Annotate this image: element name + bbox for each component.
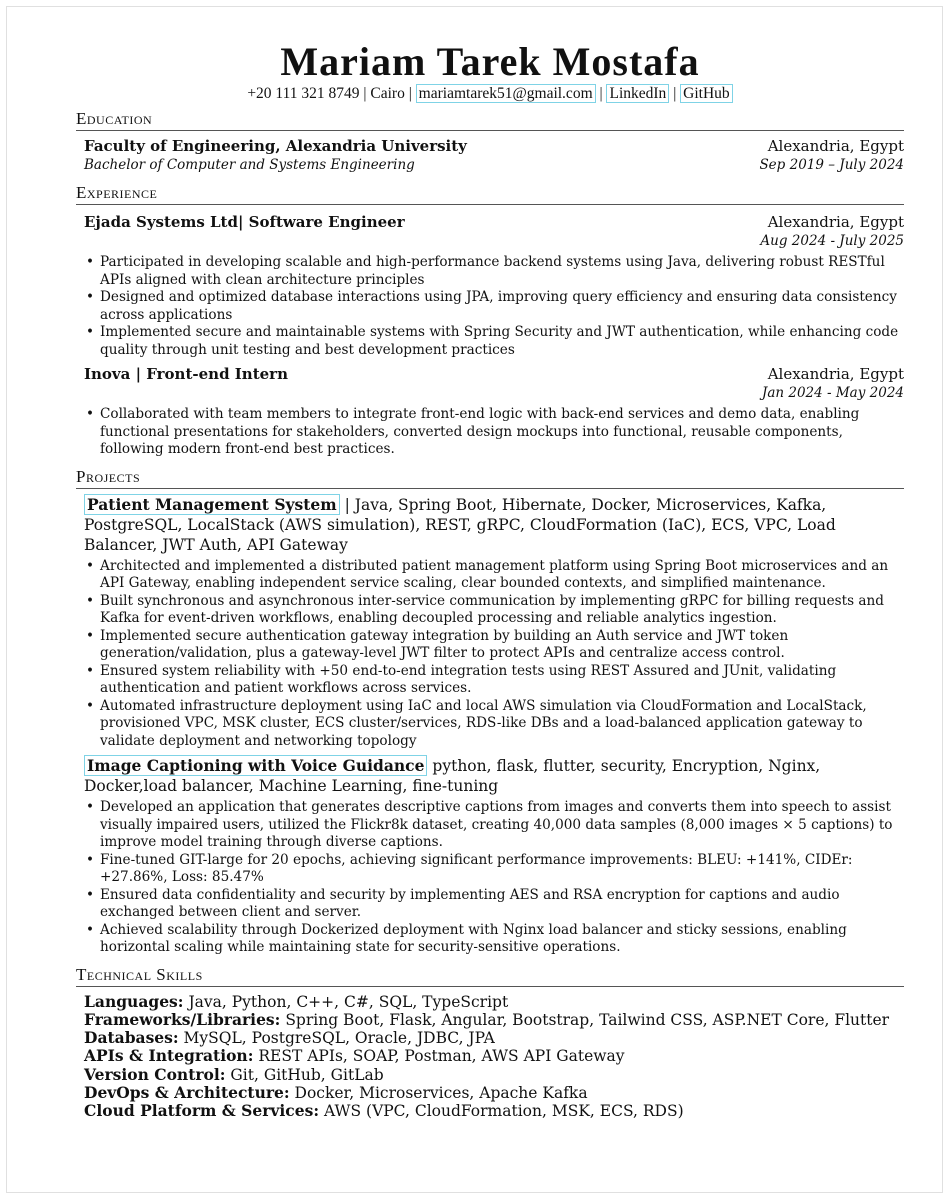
phone-city: +20 111 321 8749 | Cairo | — [247, 85, 416, 102]
project-tech: | Java, Spring Boot, Hibernate, Docker, Microservices, Kafka, PostgreSQL, LocalStack (AWS simulation), REST, gRPC, CloudFormation (IaC), ECS, VPC, Load Balancer, JWT Auth, API Gateway — [84, 495, 836, 554]
education-heading: Education — [76, 109, 904, 131]
bullet-item: • Participated in developing scalable and high-performance backend systems using Java, delivering robust RESTful APIs aligned with clean architecture principles — [100, 254, 904, 289]
bullet-item: • Developed an application that generates descriptive captions from images and converts them into speech to assist visually impaired users, utilized the Flickr8k dataset, creating 40,000 data samples (8,000 images × 5 captions) to improve model training through diverse captions. — [100, 799, 904, 852]
job-row — [76, 213, 904, 232]
bullet-item: • Ensured data confidentiality and security by implementing AES and RSA encryption for captions and audio exchanged between client and server. — [100, 887, 904, 922]
bullet-item: • Implemented secure authentication gateway integration by building an Auth service and JWT token generation/validation, plus a gateway-level JWT filter to protect APIs and centralize access control. — [100, 628, 904, 663]
job-bullets — [76, 406, 904, 459]
separator: | — [595, 85, 607, 102]
projects-heading: Projects — [76, 467, 904, 489]
skill-line — [84, 993, 904, 1011]
skill-label: APIs & Integration: — [84, 1046, 254, 1066]
job-dates: Aug 2024 - July 2025 — [760, 233, 904, 249]
bullet-item: • Implemented secure and maintainable systems with Spring Security and JWT authentication, while enhancing code quality through unit testing and best development practices — [100, 324, 904, 359]
experience-heading: Experience — [76, 183, 904, 205]
job-bullets — [76, 254, 904, 359]
bullet-item: • Automated infrastructure deployment using IaC and local AWS simulation via CloudFormation and LocalStack, provisioned VPC, MSK cluster, ECS cluster/services, RDS-like DBs and a load-balanced application gateway to validate deployment and networking topology — [100, 698, 904, 751]
skill-label: DevOps & Architecture: — [84, 1082, 290, 1102]
project-header — [76, 495, 904, 555]
skill-line — [84, 1084, 904, 1102]
education-dates: Sep 2019 – July 2024 — [759, 157, 904, 173]
bullet-item: • Built synchronous and asynchronous inter-service communication by implementing gRPC for billing requests and Kafka for event-driven workflows, enabling decoupled processing and reliable analytics ingestion. — [100, 593, 904, 628]
skill-value: Spring Boot, Flask, Angular, Bootstrap, Tailwind CSS, ASP.NET Core, Flutter — [280, 1010, 890, 1029]
job-title: Ejada Systems Ltd| Software Engineer — [84, 213, 405, 231]
project-bullets — [76, 558, 904, 751]
project-title-link[interactable]: Image Captioning with Voice Guidance — [84, 755, 427, 776]
skill-line — [84, 1011, 904, 1029]
job-row — [76, 365, 904, 384]
job-location: Alexandria, Egypt — [767, 213, 904, 231]
skills-heading: Technical Skills — [76, 965, 904, 987]
bullet-item: • Collaborated with team members to integrate front-end logic with back-end services and demo data, enabling functional presentations for stakeholders, converted design mockups into functional, reusable components, following modern front-end best practices. — [100, 406, 904, 459]
skill-value: Docker, Microservices, Apache Kafka — [289, 1083, 588, 1102]
skill-label: Cloud Platform & Services: — [84, 1101, 320, 1121]
skills-list — [76, 993, 904, 1121]
bullet-item: • Achieved scalability through Dockerized deployment with Nginx load balancer and sticky sessions, enabling horizontal scaling while maintaining state for security-sensitive operations. — [100, 922, 904, 957]
separator: | — [669, 85, 681, 102]
job-title: Inova | Front-end Intern — [84, 365, 288, 383]
linkedin-link[interactable]: LinkedIn — [606, 84, 669, 103]
bullet-item: • Fine-tuned GIT-large for 20 epochs, achieving significant performance improvements: BLEU: +141%, CIDEr: +27.86%, Loss: 85.47% — [100, 852, 904, 887]
bullet-item: • Ensured system reliability with +50 end-to-end integration tests using REST Assured and JUnit, validating authentication and patient workflows across services. — [100, 663, 904, 698]
skill-label: Frameworks/Libraries: — [84, 1009, 281, 1029]
skill-line — [84, 1029, 904, 1047]
skill-value: MySQL, PostgreSQL, Oracle, JDBC, JPA — [178, 1029, 495, 1048]
school-location: Alexandria, Egypt — [767, 137, 904, 155]
project-title-link[interactable]: Patient Management System — [84, 494, 340, 515]
degree: Bachelor of Computer and Systems Engineering — [84, 157, 415, 173]
job-dates-row — [76, 384, 904, 403]
job-dates: Jan 2024 - May 2024 — [761, 385, 904, 401]
skill-label: Languages: — [84, 991, 184, 1011]
bullet-item: • Designed and optimized database interactions using JPA, improving query efficiency and ensuring data consistency across applications — [100, 289, 904, 324]
education-row — [76, 137, 904, 156]
resume-page — [76, 40, 904, 1121]
skill-label: Databases: — [84, 1028, 179, 1048]
job-location: Alexandria, Egypt — [767, 365, 904, 383]
email-link[interactable]: mariamtarek51@gmail.com — [416, 84, 596, 103]
github-link[interactable]: GitHub — [680, 84, 733, 103]
skill-value: Git, GitHub, GitLab — [225, 1065, 384, 1084]
skill-line — [84, 1066, 904, 1084]
job-dates-row — [76, 232, 904, 251]
degree-row — [76, 156, 904, 175]
skill-value: REST APIs, SOAP, Postman, AWS API Gateway — [253, 1047, 625, 1066]
candidate-name: Mariam Tarek Mostafa — [280, 39, 700, 84]
skill-label: Version Control: — [84, 1064, 226, 1084]
skill-line — [84, 1102, 904, 1120]
skill-value: AWS (VPC, CloudFormation, MSK, ECS, RDS) — [319, 1102, 684, 1121]
project-tech: python, flask, flutter, security, Encryption, Nginx, Docker,load balancer, Machine Learning, fine-tuning — [84, 757, 821, 795]
bullet-item: • Architected and implemented a distributed patient management platform using Spring Boot microservices and an API Gateway, enabling independent service scaling, clear bounded contexts, and simplified maintenance. — [100, 558, 904, 593]
contact-line — [76, 84, 904, 103]
school-name: Faculty of Engineering, Alexandria University — [84, 137, 467, 155]
skill-value: Java, Python, C++, C#, SQL, TypeScript — [183, 992, 509, 1011]
skill-line — [84, 1047, 904, 1065]
project-bullets — [76, 799, 904, 957]
project-header — [76, 756, 904, 796]
